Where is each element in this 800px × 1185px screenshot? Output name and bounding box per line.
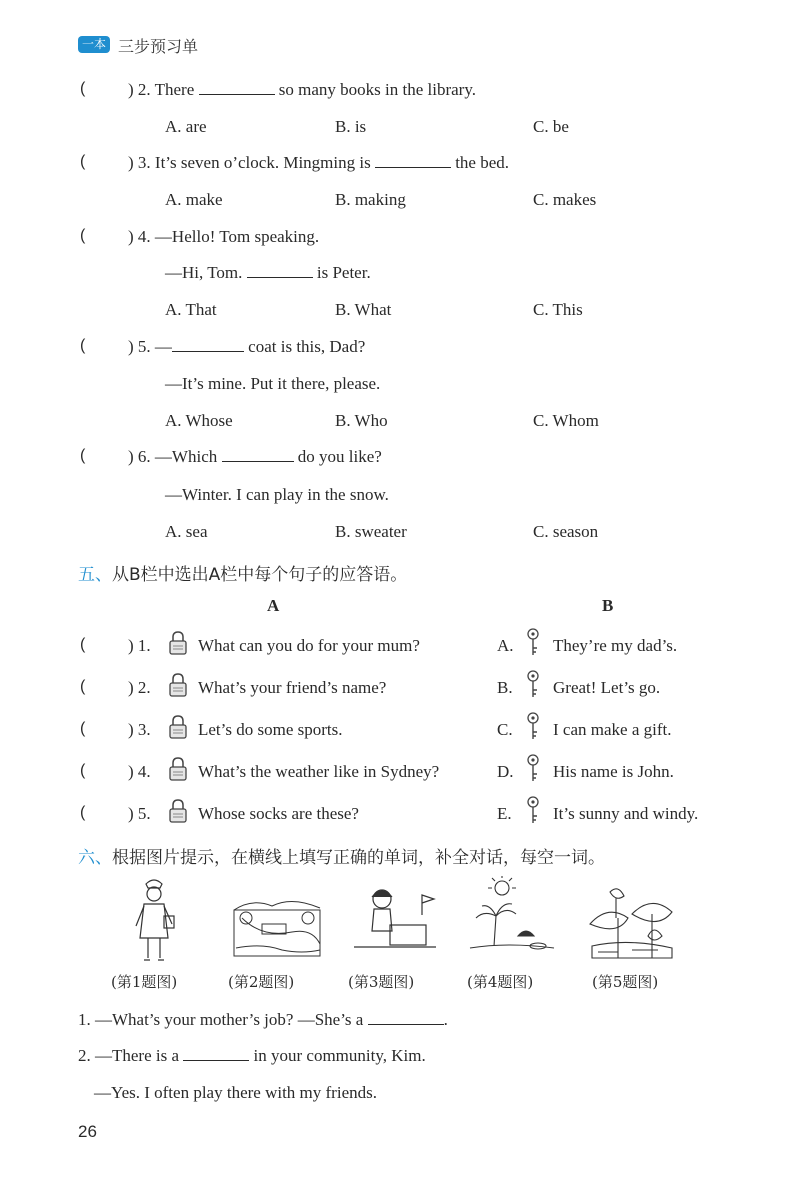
answer-paren: ( — [80, 447, 86, 464]
match-b-sentence: I can make a gift. — [553, 720, 672, 739]
blank[interactable] — [247, 263, 313, 278]
match-number: ) 1. — [128, 636, 151, 655]
match-b-sentence: They’re my dad’s. — [553, 636, 678, 655]
option: C. season — [533, 522, 599, 541]
answer-paren: ( — [80, 227, 86, 244]
match-number: ) 3. — [128, 720, 151, 739]
page-number: 26 — [78, 1122, 97, 1141]
key-icon — [526, 796, 540, 826]
caption-1: (第1题图) — [111, 973, 178, 991]
caption-3: (第3题图) — [348, 973, 415, 991]
answer-paren: ( — [80, 153, 86, 170]
caption-2: (第2题图) — [228, 973, 295, 991]
blank[interactable] — [183, 1046, 249, 1061]
option: B. making — [335, 190, 406, 209]
match-b-letter: D. — [497, 762, 514, 781]
lock-icon — [168, 714, 188, 740]
park-picture — [232, 888, 322, 958]
boy-picture — [352, 885, 438, 957]
lock-icon — [168, 630, 188, 656]
caption-5: (第5题图) — [592, 973, 659, 991]
answer-paren: ( — [80, 80, 86, 97]
question-5: ) 5. — coat is this, Dad? — [128, 337, 366, 356]
match-a-sentence: What’s the weather like in Sydney? — [198, 762, 440, 781]
caption-4: (第4题图) — [467, 973, 534, 991]
answer-paren: ( — [80, 678, 86, 695]
answer-paren: ( — [80, 720, 86, 737]
match-a-sentence: What can you do for your mum? — [198, 636, 420, 655]
section-5-heading: 五、从B栏中选出A栏中每个句子的应答语。 — [78, 565, 408, 585]
answer-paren: ( — [80, 762, 86, 779]
question-4-line2: —Hi, Tom. is Peter. — [165, 263, 371, 282]
question-6-line2: —Winter. I can play in the snow. — [165, 485, 389, 504]
match-number: ) 4. — [128, 762, 151, 781]
option: B. Who — [335, 411, 388, 430]
header-badge: 一本 — [78, 36, 110, 53]
key-icon — [526, 670, 540, 700]
match-b-letter: B. — [497, 678, 513, 697]
lock-icon — [168, 672, 188, 698]
option: A. sea — [165, 522, 208, 541]
lock-icon — [168, 756, 188, 782]
option: A. Whose — [165, 411, 233, 430]
option: B. sweater — [335, 522, 407, 541]
header-title: 三步预习单 — [118, 37, 199, 56]
option: A. That — [165, 300, 217, 319]
question-3: ) 3. It’s seven o’clock. Mingming is the bed. — [128, 153, 510, 172]
column-b-header: B — [602, 596, 614, 615]
blank[interactable] — [222, 447, 294, 462]
nurse-picture — [130, 876, 178, 966]
fill-question-1: 1. —What’s your mother’s job? —She’s a . — [78, 1010, 448, 1029]
fill-question-2: 2. —There is a in your community, Kim. — [78, 1046, 426, 1065]
answer-paren: ( — [80, 337, 86, 354]
beach-picture — [468, 876, 556, 956]
question-5-line2: —It’s mine. Put it there, please. — [165, 374, 381, 393]
answer-paren: ( — [80, 804, 86, 821]
blank[interactable] — [368, 1010, 444, 1025]
match-number: ) 2. — [128, 678, 151, 697]
option: C. makes — [533, 190, 597, 209]
option: C. be — [533, 117, 569, 136]
option: C. This — [533, 300, 583, 319]
option: A. make — [165, 190, 223, 209]
section-6-heading: 六、根据图片提示，在横线上填写正确的单词，补全对话，每空一词。 — [78, 848, 605, 868]
match-number: ) 5. — [128, 804, 151, 823]
match-b-letter: C. — [497, 720, 513, 739]
option: A. are — [165, 117, 207, 136]
fill-question-2-line2: —Yes. I often play there with my friends. — [94, 1083, 377, 1102]
match-a-sentence: Let’s do some sports. — [198, 720, 343, 739]
option: C. Whom — [533, 411, 599, 430]
match-b-sentence: It’s sunny and windy. — [553, 804, 699, 823]
answer-paren: ( — [80, 636, 86, 653]
key-icon — [526, 628, 540, 658]
option: B. is — [335, 117, 367, 136]
match-b-letter: A. — [497, 636, 514, 655]
lock-icon — [168, 798, 188, 824]
question-2: ) 2. There so many books in the library. — [128, 80, 476, 99]
lotus-picture — [588, 884, 674, 960]
match-b-sentence: Great! Let’s go. — [553, 678, 661, 697]
blank[interactable] — [375, 153, 451, 168]
match-a-sentence: What’s your friend’s name? — [198, 678, 387, 697]
key-icon — [526, 754, 540, 784]
question-4: ) 4. —Hello! Tom speaking. — [128, 227, 320, 246]
option: B. What — [335, 300, 392, 319]
question-6: ) 6. —Which do you like? — [128, 447, 382, 466]
blank[interactable] — [172, 337, 244, 352]
match-b-letter: E. — [497, 804, 512, 823]
column-a-header: A — [267, 596, 280, 615]
blank[interactable] — [199, 80, 275, 95]
key-icon — [526, 712, 540, 742]
match-b-sentence: His name is John. — [553, 762, 674, 781]
match-a-sentence: Whose socks are these? — [198, 804, 359, 823]
